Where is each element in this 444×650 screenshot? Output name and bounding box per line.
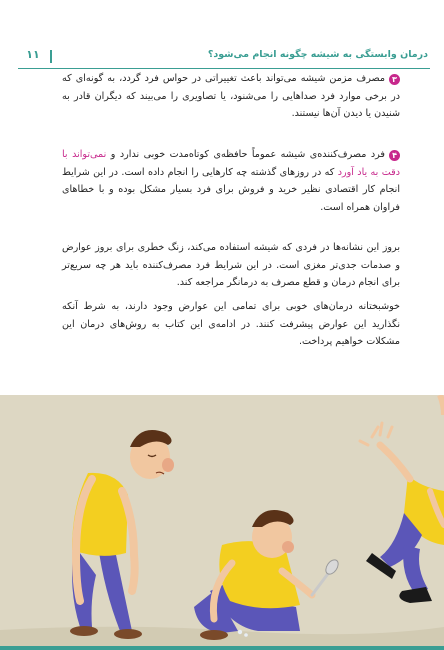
paragraph-4: خوشبختانه درمان‌های خوبی برای تمامی این عوارض وجود دارند، به شرط آنکه نگذارید این عوارض پیشرفت کنند. در ادامه‌ی این کتاب به روش‌های درمان این مشکلات خواهیم پرداخت. bbox=[62, 301, 400, 348]
header-divider bbox=[50, 50, 52, 63]
bullet-number-4: ۴ bbox=[389, 150, 400, 161]
paragraph-2-highlight: نمی‌تواند با دقت به یاد آورد bbox=[62, 149, 400, 178]
chapter-title: درمان وابستگی به شیشه چگونه انجام می‌شود؟ bbox=[207, 49, 428, 60]
page-header bbox=[18, 46, 430, 69]
bullet-number-3: ۳ bbox=[389, 74, 400, 85]
paragraph-1 bbox=[62, 70, 400, 123]
paragraph-2 bbox=[62, 146, 400, 216]
paragraph-1-text: مصرف مزمن شیشه می‌تواند باعث تغییراتی در حواس فرد گردد، به گونه‌ای که در برخی موارد فرد صداهایی را می‌شنود، یا تصاویری را می‌بیند که دیگران قادر به شنیدن یا دیدن آن‌ها نیستند. bbox=[62, 73, 400, 120]
cartoon-illustration bbox=[0, 395, 444, 650]
page-number: ۱۱ bbox=[26, 48, 40, 61]
footer-bar bbox=[0, 646, 444, 650]
paragraph-2-text-after: که در روزهای گذشته چه کارهایی را انجام داده است. در این شرایط انجام کار اقتصادی نظیر خرید و فروش برای فرد بسیار مشکل بوده و با خطاهای فراوان همراه است. bbox=[62, 166, 400, 213]
paragraph-2-text-before: فرد مصرف‌کننده‌ی شیشه عموماً حافظه‌ی کوتاه‌مدت خوبی ندارد و bbox=[110, 149, 386, 160]
paragraph-3: بروز این نشانه‌ها در فردی که شیشه استفاده می‌کند، زنگ خطری برای بروز عوارض و صدمات جدی‌تر مغزی است. در این شرایط فرد مصرف‌کننده باید هر چه سریع‌تر برای انجام درمان و قطع مصرف به درمانگر مراجعه کند. bbox=[62, 242, 400, 289]
